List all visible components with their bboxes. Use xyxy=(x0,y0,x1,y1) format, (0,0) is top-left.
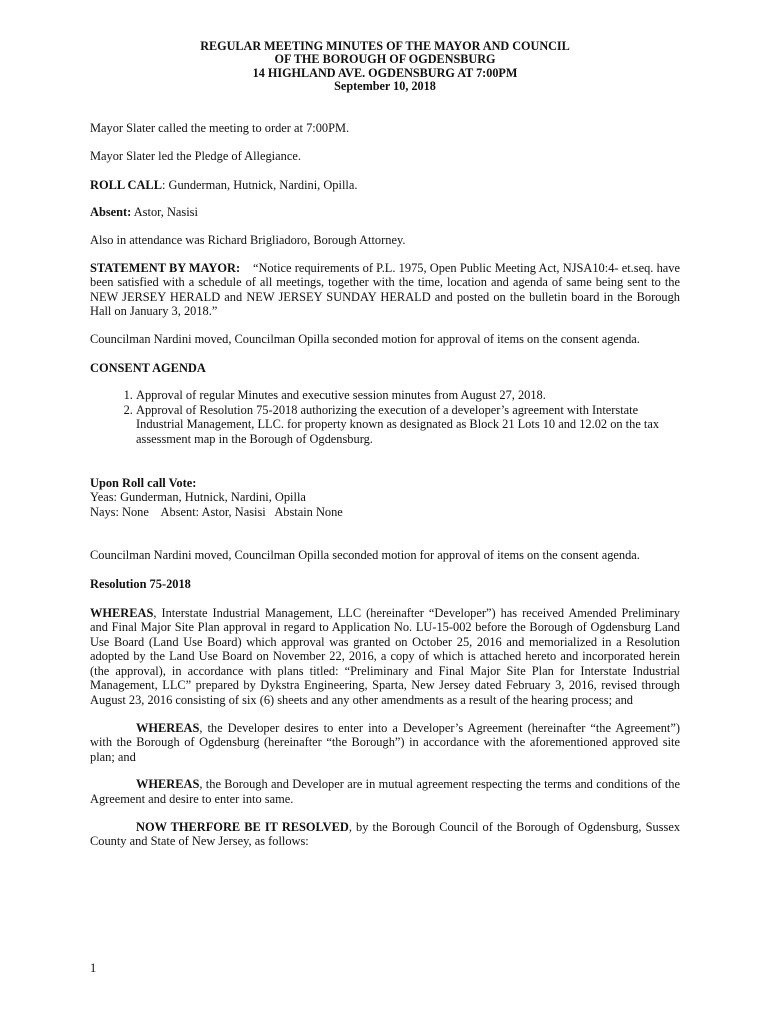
vote-nays: Nays: None Absent: Astor, Nasisi Abstain None xyxy=(90,504,343,519)
vote-yeas: Yeas: Gunderman, Hutnick, Nardini, Opilla xyxy=(90,490,306,505)
header-date: September 10, 2018 xyxy=(334,79,436,94)
consent-agenda-heading: CONSENT AGENDA xyxy=(90,360,206,375)
absent-label: Absent: xyxy=(90,205,132,220)
motion-consent-2: Councilman Nardini moved, Councilman Opilla seconded motion for approval of items on the consent agenda. xyxy=(90,548,640,563)
header-address: 14 HIGHLAND AVE. OGDENSBURG AT 7:00PM xyxy=(252,65,518,80)
mayor-statement-label: STATEMENT BY MAYOR: xyxy=(90,260,241,275)
whereas-paragraph-3 xyxy=(90,777,680,806)
whereas-text: , the Developer desires to enter into a Developer’s Agreement (hereinafter “the Agreement”) with the Borough of Ogdensburg (hereinafter “the Borough”) in accordance with the aforementioned approved site plan; and xyxy=(90,720,680,764)
pledge: Mayor Slater led the Pledge of Allegiance. xyxy=(90,149,301,164)
absent-members: Astor, Nasisi xyxy=(131,205,198,220)
roll-call-label: ROLL CALL xyxy=(90,177,162,192)
resolved-label: NOW THERFORE BE IT RESOLVED xyxy=(136,819,349,834)
resolution-heading: Resolution 75-2018 xyxy=(90,576,191,591)
header-title-line-2: OF THE BOROUGH OF OGDENSBURG xyxy=(274,52,496,67)
absent xyxy=(90,205,680,220)
roll-call-members: : Gunderman, Hutnick, Nardini, Opilla. xyxy=(161,177,358,192)
whereas-text: , the Borough and Developer are in mutual agreement respecting the terms and conditions of the Agreement and desire to enter into same. xyxy=(90,777,680,807)
consent-agenda-item: 1. Approval of regular Minutes and executive session minutes from August 27, 2018. xyxy=(136,388,680,403)
header-title-line-1: REGULAR MEETING MINUTES OF THE MAYOR AND COUNCIL xyxy=(200,39,570,53)
consent-agenda-list xyxy=(90,388,680,446)
whereas-label: WHEREAS xyxy=(136,720,200,735)
consent-agenda-title xyxy=(90,361,680,376)
roll-call xyxy=(90,178,680,193)
whereas-paragraph-1 xyxy=(90,606,680,708)
resolution-title xyxy=(90,577,680,592)
page-number: 1 xyxy=(90,961,97,975)
mayor-statement-text: “Notice requirements of P.L. 1975, Open Public Meeting Act, NJSA10:4- et.seq. have been satisfied with a schedule of all meetings, together with the time, location and agenda of same being sent to the NEW JERSEY HERALD and NEW JERSEY SUNDAY HERALD and posted on the bulletin board in the Borough Hall on January 3, 2018.” xyxy=(90,260,684,319)
whereas-label: WHEREAS xyxy=(136,777,200,792)
whereas-paragraph-2 xyxy=(90,721,680,765)
document-header xyxy=(90,40,680,94)
attendance: Also in attendance was Richard Brigliadoro, Borough Attorney. xyxy=(90,233,406,247)
whereas-label: WHEREAS xyxy=(90,605,154,620)
consent-agenda-item: 2. Approval of Resolution 75-2018 authorizing the execution of a developer’s agreement with Interstate Industrial Management, LLC. for property known as designated as Block 21 Lots 10 and 12.02 on the tax assessment map in the Borough of Ogdensburg. xyxy=(136,403,680,447)
vote-heading: Upon Roll call Vote: xyxy=(90,475,197,490)
resolved-text: , by the Borough Council of the Borough of Ogdensburg, Sussex County and State of New Jersey, as follows: xyxy=(90,819,681,849)
call-to-order: Mayor Slater called the meeting to order at 7:00PM. xyxy=(90,120,350,135)
whereas-text: , Interstate Industrial Management, LLC (hereinafter “Developer”) has received Amended Preliminary and Final Major Site Plan approval in regard to Application No. LU-15-002 before the Borough of Ogdensburg Land Use Board (Land Use Board) which approval was granted on October 25, 2016 and memorialized in a Resolution adopted by the Land Use Board on November 22, 2016, a copy of which is attached hereto and incorporated herein (the approval), in accordance with plans titled: “Preliminary and Final Major Site Plan for Interstate Industrial Management, LLC” prepared by Dykstra Engineering, Sparta, New Jersey dated February 3, 2016, revised through August 23, 2016 consisting of six (6) sheets and any other amendments as a result of the hearing process; and xyxy=(90,605,680,708)
motion-consent-1: Councilman Nardini moved, Councilman Opilla seconded motion for approval of items on the consent agenda. xyxy=(90,331,640,346)
resolved-paragraph xyxy=(90,820,680,849)
mayor-statement xyxy=(90,260,684,319)
vote-title xyxy=(90,476,680,491)
